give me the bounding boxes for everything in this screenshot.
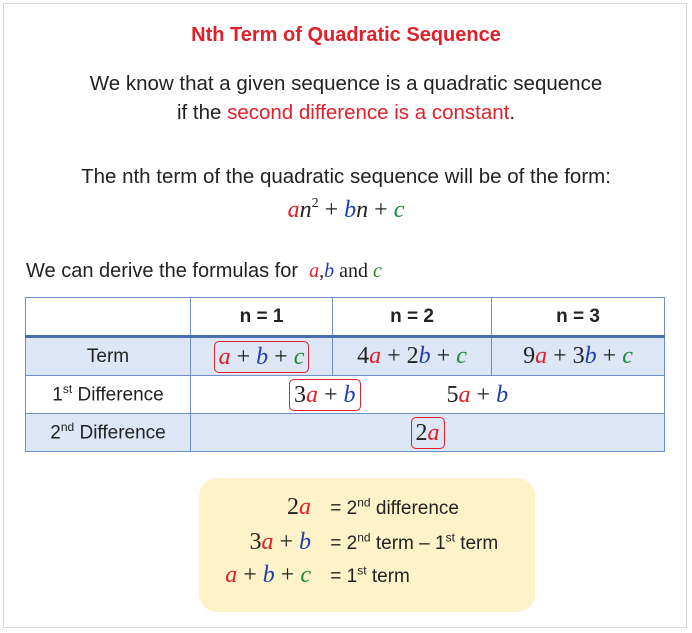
plus-sign: +	[273, 529, 299, 555]
coef-a: a	[225, 562, 238, 588]
coef-b: b	[324, 260, 335, 282]
coef-a: a	[218, 343, 231, 370]
derive-text: We can derive the formulas for	[26, 260, 298, 282]
intro-highlight: second difference is a constant	[227, 101, 510, 124]
comma: ,	[319, 260, 325, 282]
summary-row-2	[209, 529, 498, 556]
summary-box	[199, 478, 535, 612]
plus-sign: +	[318, 381, 344, 408]
summary-row-1	[209, 494, 459, 521]
coef-c: c	[300, 562, 311, 588]
ordinal-suffix: nd	[357, 495, 371, 510]
coef-a: a	[306, 381, 318, 408]
first-differences	[191, 376, 665, 414]
meaning-text: difference	[370, 498, 459, 519]
term-row	[26, 337, 665, 376]
number: 5	[446, 381, 459, 408]
number: 3	[294, 381, 306, 408]
summary-eq	[330, 495, 459, 519]
form-text: The nth term of the quadratic sequence will be of the form:	[81, 165, 611, 188]
coef-b: b	[344, 197, 357, 223]
ordinal-suffix: st	[62, 382, 73, 397]
coef-b: b	[299, 529, 311, 555]
ordinal: 1	[52, 384, 63, 406]
coef-a: a	[287, 197, 300, 223]
coef-c: c	[293, 343, 305, 370]
plus-sign: +	[268, 343, 294, 370]
label-text: Difference	[72, 384, 164, 406]
meaning-text: term	[366, 566, 410, 587]
plus-sign: +	[237, 562, 263, 588]
number: 3	[572, 343, 585, 369]
meaning-text: term – 1	[370, 533, 446, 554]
summary-expression	[209, 494, 311, 521]
summary-row-3	[209, 562, 410, 589]
first-difference-row	[26, 376, 665, 414]
plus-sign: +	[596, 343, 623, 369]
plus-sign: +	[470, 381, 497, 408]
ordinal-suffix: st	[445, 530, 455, 545]
plus-sign: +	[230, 343, 257, 370]
coef-c: c	[373, 260, 382, 282]
difference-table	[25, 297, 665, 452]
plus-sign: +	[430, 343, 457, 369]
summary-eq	[330, 530, 499, 554]
label-text: Difference	[74, 422, 166, 444]
second-difference-label	[26, 414, 191, 452]
coef-a: a	[309, 260, 320, 282]
equals-text: = 2	[330, 498, 358, 519]
second-first-difference	[447, 382, 509, 408]
coef-a: a	[369, 343, 382, 369]
coef-b: b	[262, 562, 275, 588]
page-title: Nth Term of Quadratic Sequence	[191, 24, 501, 46]
table-header-row	[26, 298, 665, 337]
intro-line-2	[0, 101, 692, 125]
number: 9	[523, 343, 536, 369]
second-difference-row	[26, 414, 665, 452]
equals-text: = 2	[330, 533, 358, 554]
exponent: 2	[311, 196, 319, 211]
coef-c: c	[393, 197, 405, 223]
plus-sign: +	[318, 197, 345, 223]
intro-line-2-prefix: if the	[176, 101, 228, 124]
plus-sign: +	[547, 343, 573, 369]
intro-line-1: We know that a given sequence is a quadratic sequence	[89, 72, 603, 95]
ordinal: 2	[50, 422, 61, 444]
derive-line	[26, 260, 382, 283]
plus-sign: +	[274, 562, 301, 588]
and-word: and	[334, 260, 373, 282]
number: 2	[287, 494, 299, 520]
boxed-expression	[289, 379, 361, 411]
coef-b: b	[584, 343, 597, 369]
coef-a: a	[535, 343, 548, 369]
ordinal-suffix: nd	[60, 420, 75, 435]
first-difference-label	[26, 376, 191, 414]
coef-c: c	[622, 343, 633, 369]
boxed-expression	[214, 341, 310, 373]
number: 4	[357, 343, 370, 369]
term-n2	[333, 337, 492, 376]
ordinal-suffix: nd	[357, 530, 371, 545]
coef-a: a	[458, 381, 471, 408]
header-n3: n = 3	[492, 298, 665, 337]
header-empty-cell	[26, 298, 191, 337]
summary-eq	[330, 563, 410, 587]
equals-text: = 1	[330, 566, 358, 587]
coef-a: a	[427, 419, 440, 446]
header-n1: n = 1	[191, 298, 333, 337]
coef-a: a	[299, 494, 311, 520]
plus-sign: +	[368, 197, 394, 223]
var-n: n	[299, 197, 312, 223]
boxed-expression	[411, 417, 445, 449]
general-formula	[0, 196, 692, 224]
coef-b: b	[496, 381, 509, 408]
summary-expression	[209, 529, 311, 556]
summary-expression	[209, 562, 311, 589]
coef-c: c	[456, 343, 467, 369]
ordinal-suffix: st	[357, 563, 367, 578]
second-difference	[191, 414, 665, 452]
coef-b: b	[343, 381, 356, 408]
meaning-text: term	[454, 533, 499, 554]
coef-a: a	[261, 529, 274, 555]
term-n1	[191, 337, 333, 376]
coef-b: b	[418, 343, 431, 369]
term-n3	[492, 337, 665, 376]
coef-b: b	[256, 343, 269, 370]
number: 3	[249, 529, 262, 555]
number: 2	[415, 419, 428, 446]
term-label: Term	[26, 337, 191, 376]
header-n2: n = 2	[333, 298, 492, 337]
var-n: n	[356, 197, 369, 223]
intro-line-2-suffix: .	[509, 101, 516, 124]
plus-sign: +	[381, 343, 407, 369]
number: 2	[406, 343, 419, 369]
